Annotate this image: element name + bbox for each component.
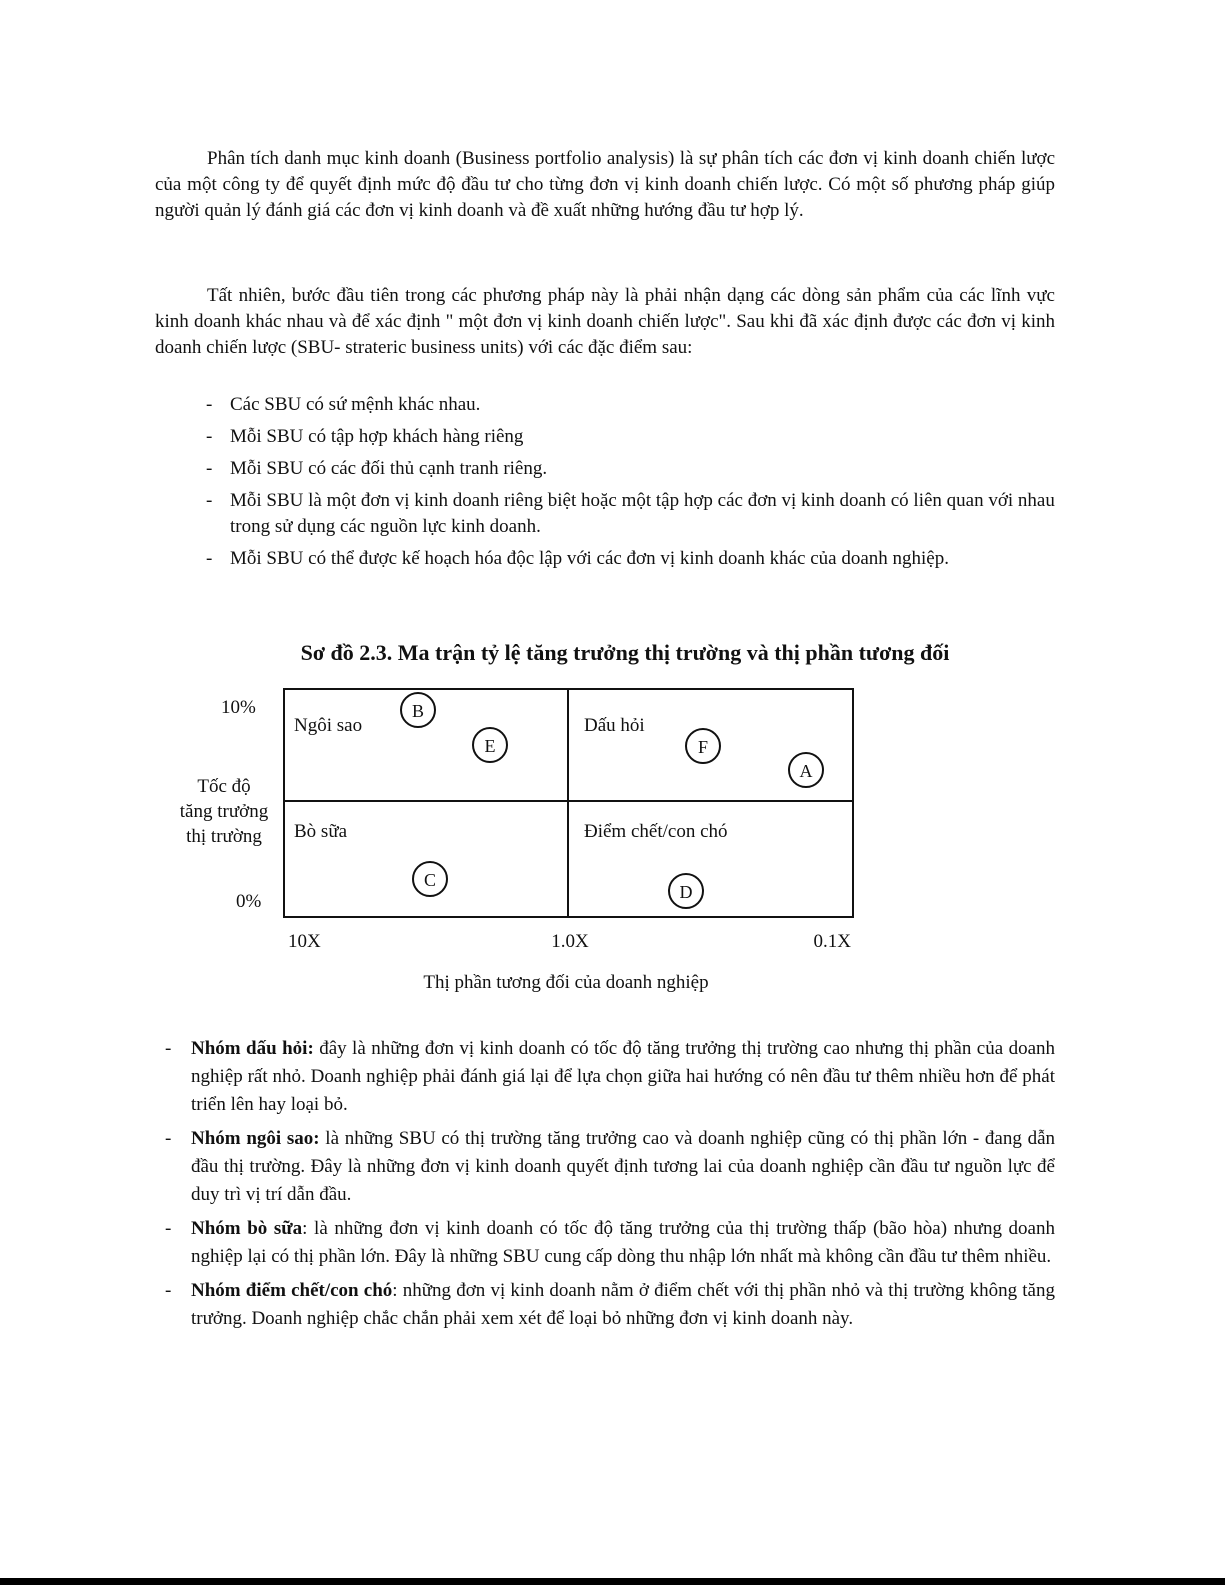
- matrix-groups-list: [165, 1035, 1055, 1339]
- sbu-marker-b: [401, 693, 435, 727]
- list-item: - Nhóm dấu hỏi: đây là những đơn vị kinh doanh có tốc độ tăng trưởng thị trường cao nhưng thị phần của doanh nghiệp rất nhỏ. Doanh nghiệp phải đánh giá lại để lựa chọn giữa hai hướng có nên đầu tư thêm nhiều hơn để phát triển lên hay loại bỏ.: [165, 1038, 1055, 1115]
- svg-text:A: A: [799, 761, 813, 781]
- svg-text:B: B: [411, 701, 425, 721]
- x-axis-tick-01x: 0.1X: [813, 931, 851, 952]
- list-item: - Nhóm điểm chết/con chó: những đơn vị kinh doanh nằm ở điểm chết với thị phần nhỏ và thị trường không tăng trưởng. Doanh nghiệp chắc chắn phải xem xét để loại bỏ những đơn vị kinh doanh này.: [165, 1280, 1055, 1329]
- list-item: - Các SBU có sứ mệnh khác nhau.: [206, 394, 481, 415]
- y-axis-title-line1: Tốc độ: [197, 776, 251, 797]
- x-axis-tick-10x: 10X: [288, 931, 321, 952]
- list-item: - Nhóm bò sữa: là những đơn vị kinh doanh có tốc độ tăng trưởng của thị trường thấp (bão hòa) nhưng doanh nghiệp lại có thị phần lớn. Đây là những SBU cung cấp dòng thu nhập lớn nhất mà không cần đầu tư thêm nhiều.: [165, 1218, 1055, 1267]
- x-axis-title: Thị phần tương đối của doanh nghiệp: [423, 972, 709, 993]
- x-axis-tick-1x: 1.0X: [551, 931, 589, 952]
- svg-text:C: C: [423, 870, 437, 890]
- svg-text:D: D: [679, 882, 693, 902]
- y-axis-title-line2: tăng trưởng: [179, 801, 269, 822]
- sbu-marker-d: [669, 874, 703, 908]
- sbu-marker-f: [686, 729, 720, 763]
- y-axis-top-label: 10%: [221, 697, 256, 718]
- y-axis-title-line3: thị trường: [186, 826, 262, 847]
- list-item: - Mỗi SBU là một đơn vị kinh doanh riêng biệt hoặc một tập hợp các đơn vị kinh doanh có liên quan với nhau trong sử dụng các nguồn lực kinh doanh.: [206, 490, 1055, 537]
- y-axis-bottom-label: 0%: [236, 891, 262, 912]
- sbu-paragraph: Tất nhiên, bước đầu tiên trong các phương pháp này là phải nhận dạng các dòng sản phẩm của các lĩnh vực kinh doanh khác nhau và để xác định " một đơn vị kinh doanh chiến lược". Sau khi đã xác định được các đơn vị kinh doanh chiến lược (SBU- strateric business units) với các đặc điểm sau:: [155, 285, 1055, 358]
- sbu-marker-a: [789, 753, 823, 787]
- svg-text:E: E: [484, 736, 496, 756]
- list-item: - Mỗi SBU có tập hợp khách hàng riêng: [206, 426, 524, 447]
- list-item: - Mỗi SBU có thể được kế hoạch hóa độc lập với các đơn vị kinh doanh khác của doanh nghiệp.: [206, 548, 949, 569]
- list-item: - Mỗi SBU có các đối thủ cạnh tranh riêng.: [206, 458, 548, 479]
- intro-paragraph: Phân tích danh mục kinh doanh (Business portfolio analysis) là sự phân tích các đơn vị kinh doanh chiến lược của một công ty để quyết định mức độ đầu tư cho từng đơn vị kinh doanh chiến lược. Có một số phương pháp giúp người quản lý đánh giá các đơn vị kinh doanh và đề xuất những hướng đầu tư hợp lý.: [155, 148, 1055, 221]
- quadrant-cow-label: Bò sữa: [294, 821, 348, 842]
- figure-title: Sơ đồ 2.3. Ma trận tỷ lệ tăng trưởng thị trường và thị phần tương đối: [300, 640, 950, 665]
- list-item: - Nhóm ngôi sao: là những SBU có thị trường tăng trưởng cao và doanh nghiệp cũng có thị phần lớn - đang dẫn đầu thị trường. Đây là những đơn vị kinh doanh quyết định tương lai của doanh nghiệp cần đầu tư nguồn lực để duy trì vị trí dẫn đầu.: [165, 1128, 1055, 1205]
- page-bottom-border: [0, 1578, 1225, 1585]
- quadrant-star-label: Ngôi sao: [294, 715, 363, 736]
- sbu-marker-c: [413, 862, 447, 896]
- quadrant-question-label: Dấu hỏi: [584, 715, 645, 736]
- sbu-marker-e: [473, 728, 507, 762]
- quadrant-dog-label: Điểm chết/con chó: [584, 821, 728, 842]
- svg-text:F: F: [697, 737, 709, 757]
